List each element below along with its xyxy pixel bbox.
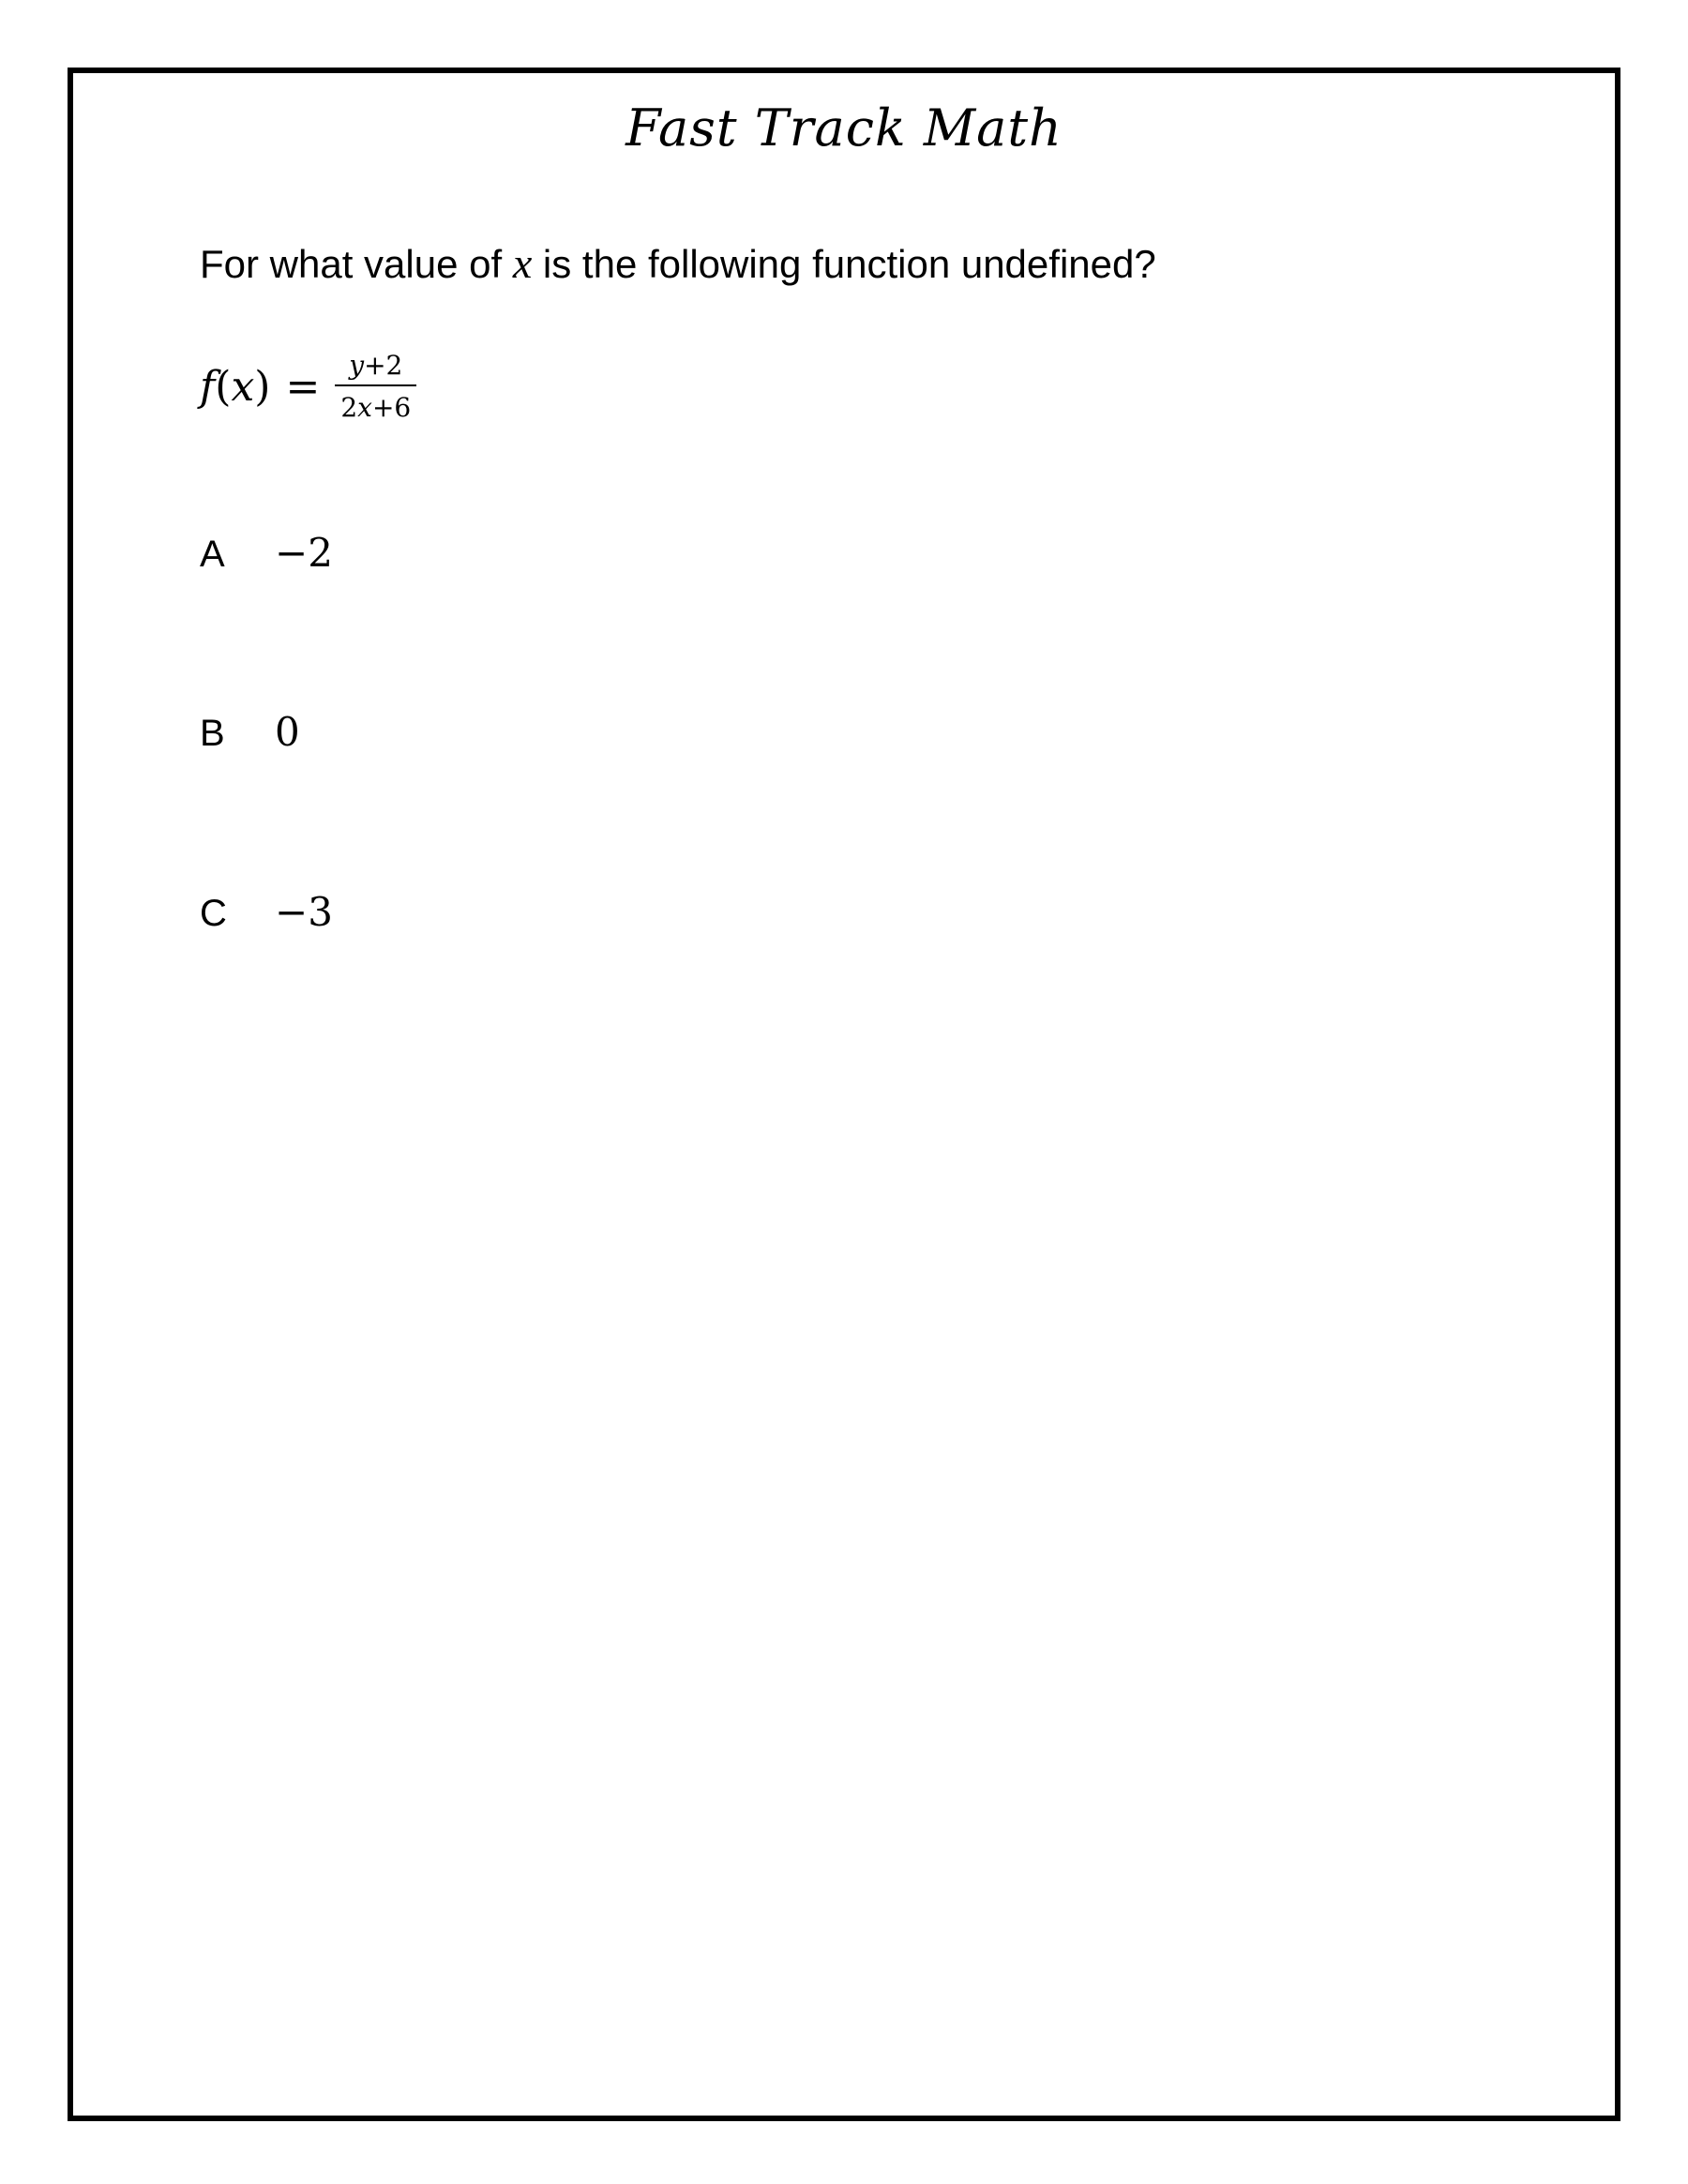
- formula-denominator: [335, 384, 416, 423]
- formula-arg: x: [231, 362, 255, 411]
- numerator-var: y: [349, 350, 365, 381]
- choice-value: −2: [275, 530, 333, 576]
- question-suffix: is the following function undefined?: [532, 242, 1156, 286]
- question-text: [200, 238, 1156, 288]
- denominator-rest: +6: [371, 392, 412, 423]
- formula-fraction: [335, 350, 416, 423]
- choice-a[interactable]: [200, 530, 333, 576]
- question-prefix: For what value of: [200, 242, 513, 286]
- function-formula: [200, 339, 416, 433]
- formula-close-paren: ): [254, 362, 271, 411]
- choice-letter: A: [200, 534, 225, 575]
- choice-value: −3: [275, 889, 333, 935]
- denominator-var: x: [357, 392, 372, 423]
- choice-letter: B: [200, 713, 225, 754]
- formula-func: f: [200, 362, 216, 411]
- numerator-rest: +2: [364, 350, 403, 381]
- formula-lhs: [200, 363, 270, 411]
- choice-value: 0: [275, 709, 300, 755]
- formula-open-paren: (: [215, 362, 232, 411]
- choice-c[interactable]: [200, 889, 333, 935]
- formula-equals: =: [285, 362, 321, 411]
- question-variable: x: [512, 239, 533, 287]
- formula-numerator: [343, 350, 408, 384]
- choice-letter: C: [200, 893, 227, 934]
- choice-b[interactable]: [200, 709, 300, 755]
- denominator-coef: 2: [340, 392, 358, 423]
- page-title: Fast Track Math: [625, 98, 1063, 158]
